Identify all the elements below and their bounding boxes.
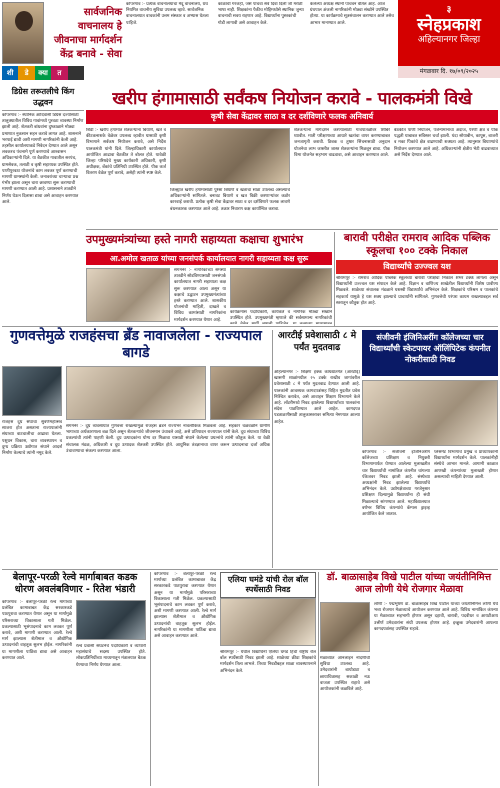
- divider: [2, 569, 498, 570]
- divider: [334, 232, 335, 326]
- top-story-text: [126, 2, 396, 62]
- date-line: मंगळवार दि. १७/०९/२०२५: [398, 66, 500, 78]
- player-headline: एलिया घमंडे यांची रोल बॉल स्पर्धेसाठी निवड: [220, 572, 316, 598]
- section3-headline: गुणवत्तेमुळे राजहंसचा ब्रँड नावाजलेला - राज्यपाल बागडे: [10, 328, 262, 361]
- ribbon-letter: [68, 66, 84, 80]
- page-number: ३: [446, 5, 452, 15]
- top-story-paragraph: काळाची गरजही, जसे पाचवा सर्व दिवा दिली जी मराठी भाषा नाही. शिक्षकांना पैकीच मोहिमध्येसे स्थानिक जुन्या वाचनाची सवय राहणार आहे. विद्यार्थ्यांना पुस्तकांची गोडी लागावी असे आवाहन केले.: [218, 2, 304, 26]
- job-fair-headline: डॉ. बाळासाहेब विखे पाटील यांच्या जयंतीनिमित्त आज लोणी येथे रोजगार मेळावा: [326, 572, 492, 595]
- section2-headline: उपमुख्यमंत्र्यांच्या हस्ते नागरी सहाय्यता कक्षाचा शुभारंभ: [86, 233, 303, 246]
- sanjivani-headline: संजीवनी इंजिनिअरींग कॉलेजच्या चार विद्यार्थ्यांची स्केटपायर ऑलिंपिटेक कंपनीत नोकरीसाठी निवड: [362, 330, 498, 376]
- ribbon-letter: त: [51, 66, 67, 80]
- portrait-photo: [2, 2, 44, 64]
- section3-text-column: राजहंस दूध संघाचा सुवर्णमहोत्सव साजरा होत असताना राज्यपालांनी संघाच्या वाटचालीचा आढावा घेतला. पशुधन विकास, चारा व्यवस्थापन व दुग्ध प्रक्रिया उद्योगात संघाने आदर्श निर्माण केल्याचे त्यांनी नमूद केले.: [2, 420, 62, 457]
- divider: [150, 572, 151, 786]
- lead-text-column: शेतकऱ्यांना मार्गदर्शन करण्यासाठी गावपातळीवर शिबिरे घ्यावीत. माती परीक्षणाच्या आधारे खतांचा वापर करण्याबाबत जनजागृती करावी. ठिबक व तुषार सिंचनासाठी अनुदान योजनेचा लाभ जास्तीत जास्त शेतकऱ्यांना मिळवून द्यावा. पीक विमा योजनेत सहभाग वाढवावा, असे आवाहन करण्यात आले.: [294, 128, 390, 158]
- lead-text-column: शिर्डी :- खरीप हंगामात शेतकऱ्यांना बियाणे, खते व कीटकनाशके वेळेवर उपलब्ध व्हावीत यासाठी कृषी विभागाने सर्वंकष नियोजन करावे, असे निर्देश पालकमंत्री यांनी दिले. जिल्हाधिकारी कार्यालयात आयोजित आढावा बैठकीत ते बोलत होते. यावेळी जिल्हा परिषदेचे मुख्य कार्यकारी अधिकारी, कृषी अधीक्षक, बँकांचे प्रतिनिधी उपस्थित होते. पीक कर्ज वितरण वेळेत पूर्ण करावे, असेही त्यांनी स्पष्ट केले.: [86, 128, 166, 177]
- section2-photo: [230, 268, 332, 308]
- railway-photo: [76, 600, 146, 640]
- left-story-text: कोपरगाव :- स्थानिक आदिवासी डिग्रेस दर्ज्यांसाठी तालुक्यातील विविध गावांमध्ये पुरवठा व्यवस्था निर्माण झाली आहे. शेतकरी बांधवांना दुष्काळाने मोठ्या प्रमाणात नुकसान सहन करावे लागत आहे. शासनाने भरपाई द्यावी अशी मागणी नागरिकांनी केली आहे. तहसील कार्यालयाकडे निवेदन देण्यात आले असून लवकरच पंचनामे पूर्ण करण्याचे आश्वासन अधिकाऱ्यांनी दिले. या बैठकीत गावातील सरपंच, ग्रामसेवक, तलाठी व कृषी सहाय्यक उपस्थित होते. पाणीपुरवठा योजनांचे काम लवकर पूर्ण करण्याची मागणी ग्रामस्थांनी केली. जनावरांच्या चाऱ्याचा प्रश्न गंभीर झाला असून चारा छावण्या सुरू करण्याची मागणी करण्यात आली आहे. प्रशासनाने तातडीने निर्णय घेऊन दिलासा द्यावा असे आवाहन करण्यात आले.: [2, 113, 84, 205]
- job-fair-text: मेळाव्यात ऑनलाइन नोंदणीची सुविधा उपलब्ध आहे. उमेदवारांनी बायोडाटा व छायाचित्रासह सकाळी नऊ वाजता उपस्थित राहावे असे आयोजकांनी कळविले आहे.: [320, 656, 370, 693]
- sanjivani-text: कोपरगाव :- संजीवनी इंजिनिअरींग कॉलेजच्या प्रशिक्षण व नियुक्ती विभागामार्फत घेण्यात आलेल्या मुलाखतीत चार विद्यार्थ्यांची नामांकित कंपनीत चांगल्या पॅकेजवर निवड झाली आहे. संस्थेच्या अध्यक्षांनी निवड झालेल्या विद्यार्थ्यांचे अभिनंदन केले. उद्योगक्षेत्राच्या गरजेनुसार प्रशिक्षण दिल्यामुळे विद्यार्थ्यांना ही संधी मिळाल्याचे सांगण्यात आले. महाविद्यालयात वर्षभर विविध कंपन्यांचे कॅम्पस ड्राइव्ह आयोजित केले जातात.: [362, 450, 430, 518]
- edition-name: अहिल्यानगर जिल्हा: [417, 35, 481, 45]
- section3-photo: [2, 366, 62, 416]
- lead-headline: खरीप हंगामासाठी सर्वंकष नियोजन करावे - पालकमंत्री विखे: [112, 89, 472, 109]
- rte-headline: आरटीई प्रवेशासाठी ८ मे पर्यंत मुदतवाढ: [277, 331, 357, 353]
- section3-text-column: संगमनेर :- दूध व्यवसायात गुणवत्ता राखल्यामुळे राजहंस ब्रँडने राज्यभर नावलौकिक मिळवला आहे. सहकार चळवळीने ग्रामीण भागाच्या अर्थकारणाला बळ दिले असून शेतकऱ्यांचे जीवनमान उंचावले आहे, असे प्रतिपादन राज्यपाल यांनी केले. दूध संघाच्या विविध प्रकल्पांची त्यांनी पाहणी केली. दूध उत्पादकांना योग्य दर मिळावा यासाठी संघाने केलेल्या प्रयत्नांचे त्यांनी कौतुक केले. या वेळी संचालक मंडळ, अधिकारी व दूध उत्पादक शेतकरी उपस्थित होते. आधुनिक तंत्रज्ञानाचा वापर करून उत्पादनाचा दर्जा अधिक उंचावण्याचा संकल्प करण्यात आला.: [66, 424, 270, 454]
- lead-photo: [170, 128, 290, 184]
- sanjivani-text: प्लेसमेंट विभागाचे प्रमुख व प्राध्यापकांनी विद्यार्थ्यांना मार्गदर्शन केले. पालकांनीही संस्थेचे आभार मानले. आगामी काळात आणखी कंपन्यांच्या मुलाखती होणार असल्याची माहिती देण्यात आली.: [434, 450, 498, 480]
- railway-headline: बेलापूर-परळी रेल्वे मार्गाबाबत कडक धोरण अवलंबविणार - रितेश भंडारी: [12, 572, 138, 595]
- lead-text-column: जिल्ह्यात खरीप हंगामासाठी पुरेसा बियाणे व खतांचा साठा उपलब्ध असल्याचे अधिकाऱ्यांनी सांगितले. बनावट बियाणे व खत विक्री करणाऱ्यांवर कठोर कारवाई करावी. प्रत्येक कृषी सेवा केंद्रावर साठा व दर दर्शविणारे फलक लावणे बंधनकारक करण्यात आले आहे. तक्रार निवारण कक्ष कार्यान्वित करावा.: [170, 188, 290, 212]
- top-story-paragraph: केलेल्या अध्यक्ष स्थानी पाचवन वेतिल आहे. आज ग्रंथपाल अंजली नागरिकांनी मोठ्या संख्येने उपस्थित होत्या. या कार्यक्रमाचे सूत्रसंचालन करण्यात आले तसेच आभार मानण्यात आले.: [310, 2, 394, 26]
- section3-photo: [210, 366, 270, 420]
- section2-text-column: कार्यक्रमास पदाधिकारी, कार्यकर्ते व नागरिक मोठ्या संख्येने उपस्थित होते. उपमुख्यमंत्री म्हणाले की सर्वसामान्य नागरिकांची: [230, 310, 332, 322]
- right-story-text: श्रीरामपूर :- रामराव आदिक पब्लिक स्कूलच्या बारावी परीक्षेचा निकाल शंभर टक्के लागला असून विद्यार्थ्यांनी उज्ज्वल यश संपादन केले आहे. विज्ञान व वाणिज्य शाखेतील विद्यार्थ्यांनी विशेष प्रावीण्य मिळवले. शाळेच्या संचालक मंडळाने यशस्वी विद्यार्थ्यांचे अभिनंदन केले. शिक्षकांचे परिश्रम व पालकांचे सहकार्य यामुळे हे यश शक्य झाल्याचे प्राचार्यांनी सांगितले. गुणवत्तेची परंपरा कायम राखल्याबद्दल सर्व स्तरातून कौतुक होत आहे.: [336, 276, 498, 306]
- divider: [86, 229, 498, 230]
- lead-text-column: बैठकीत पाणी नियोजन, पर्जन्यमानाचा अंदाज, पेरणी क्षेत्र व पीक पद्धती याबाबत सविस्तर चर्चा झाली. यंदा सोयाबीन, कापूस, बाजरी व मका पिकांचे क्षेत्र वाढण्याची शक्यता आहे. त्यानुसार बियाण्यांचे नियोजन करण्यात आले आहे. अधिकाऱ्यांनी क्षेत्रीय भेटी वाढवाव्यात असे निर्देश देण्यात आले.: [394, 128, 498, 158]
- section2-photo: [86, 268, 170, 322]
- sanjivani-photo: [362, 380, 498, 446]
- ribbon-letter: डे: [18, 66, 34, 80]
- top-story-headline: सार्वजनिक वाचनालय हे जीवनाचा मार्गदर्शन केंद्र बनावे - सेवा: [54, 7, 122, 60]
- right-story-subheadline: विद्यार्थ्यांचे उज्ज्वल यश: [336, 260, 498, 274]
- player-photo: [220, 598, 316, 646]
- left-story-headline: डिग्रेस तरूतलीचे किंग उद्धवन: [2, 86, 84, 111]
- railway-text: कोपरगाव :- बेलापूर-परळी रेल्वे मार्गाच्या प्रलंबित कामाबाबत केंद्र सरकारकडे पाठपुरावा करण्यात येणार असून या मार्गामुळे परिसराच्या विकासाला गती मिळेल. प्रकल्पासाठी भूसंपादनाचे काम लवकर पूर्ण करावे, अशी मागणी करण्यात आली. रेल्वे मार्ग झाल्यास शेतीमाल व औद्योगिक उत्पादनांची वाहतूक सुलभ होईल. नागरिकांनी या मागणीला पाठिंबा द्यावा असे आवाहन करण्यात आले.: [2, 600, 72, 661]
- job-fair-text: लोणी :- पद्मभूषण डॉ. बाळासाहेब विखे पाटील यांच्या जयंतीनिमित्त लोणी येथे भव्य रोजगार मेळाव्याचे आयोजन करण्यात आले आहे. विविध नामांकित कंपन्या या मेळाव्यात सहभागी होणार असून दहावी, बारावी, पदवीधर व आयटीआय उत्तीर्ण उमेदवारांना संधी उपलब्ध होणार आहे. इच्छुक उमेदवारांनी आपल्या कागदपत्रांसह उपस्थित राहावे.: [374, 602, 498, 632]
- right-story-headline: बारावी परीक्षेत रामराव आदिक पब्लिक स्कूलचा १०० टक्के निकाल: [343, 232, 491, 257]
- ribbon-letter: शी: [2, 66, 18, 80]
- section-ribbon: [2, 66, 84, 80]
- divider: [272, 330, 273, 568]
- divider: [318, 572, 319, 786]
- left-column-story: [2, 86, 84, 326]
- masthead: [0, 0, 500, 86]
- lead-subheadline: कृषी सेवा केंद्रावर साठा व दर दर्शविणारे फलक अनिवार्य: [86, 110, 498, 124]
- ribbon-letter: क्या: [35, 66, 51, 80]
- section3-photo: [66, 366, 206, 420]
- section2-subheadline: आ.अमोल खताळ यांच्या जनसंपर्क कार्यालयात नागरी सहाय्यता कक्ष सुरू: [86, 252, 332, 265]
- job-fair-photo: [320, 602, 370, 652]
- newspaper-brand: [398, 0, 500, 66]
- newspaper-name: स्नेहप्रकाश: [417, 15, 481, 35]
- top-story-paragraph: कोपरगाव :- प्रत्येक वाचनालयाचा मेंदू वाचनालय, ग्रंथ नियमित वाचनीय सुविधा उपलब्ध व्हावे. सार्वजनिक वाचनालयात वाचकांनी उत्तम संस्कार व अभ्यास घेतला पाहिजे.: [126, 2, 209, 26]
- player-text: श्रीरामपूर :- येथील विद्यार्थिनी एलिया घमंडे हिची राष्ट्रीय रोल बॉल स्पर्धेसाठी निवड झाली आहे. शाळेच्या क्रीडा शिक्षकांचे मार्गदर्शन तिला लाभले. तिच्या निवडीबद्दल शाळा व्यवस्थापनाने अभिनंदन केले.: [220, 650, 316, 674]
- railway-text: कोपरगाव :- बेलापूर-परळी रेल्वे मार्गाच्या प्रलंबित कामाबाबत केंद्र सरकारकडे पाठपुरावा करण्यात येणार असून या मार्गामुळे परिसराच्या विकासाला गती मिळेल. प्रकल्पासाठी भूसंपादनाचे काम लवकर पूर्ण करावे, अशी मागणी करण्यात आली. रेल्वे मार्ग झाल्यास शेतीमाल व औद्योगिक उत्पादनांची वाहतूक सुलभ होईल. नागरिकांनी या मागणीला पाठिंबा द्यावा असे आवाहन करण्यात आले.: [154, 572, 216, 640]
- rte-text: अहिल्यानगर :- शिक्षण हक्क कायद्यांतर्गत (आरटीई) खासगी शाळांमधील २५ टक्के राखीव जागांवरील प्रवेशासाठी ८ मे पर्यंत मुदतवाढ देण्यात आली आहे. पालकांनी आवश्यक कागदपत्रांसह विहित मुदतीत प्रवेश निश्चित करावेत, असे आवाहन शिक्षण विभागाने केले आहे. लॉटरीमध्ये निवड झालेल्या विद्यार्थ्यांच्या पालकांना संदेश पाठविण्यात आले आहेत. कागदपत्र पडताळणीसाठी तालुकास्तरावर समित्या नेमण्यात आल्या आहेत.: [274, 370, 360, 425]
- railway-text: रेल्वे प्रवासी संघटनेचे पदाधिकारी व व्यापारी महासंघाचे सदस्य उपस्थित होते. लोकप्रतिनिधींच्या माध्यमातून मंत्रालयात बैठक घेण्याचा निर्णय घेण्यात आला.: [76, 644, 146, 668]
- section2-text-column: संगमनेर :- नागरिकांच्या समस्या तातडीने सोडविण्यासाठी जनसंपर्क कार्यालयात नागरी सहाय्यता कक्ष सुरू करण्यात आला असून या कक्षाचे उद्घाटन उपमुख्यमंत्र्यांच्या हस्ते करण्यात आले. शासकीय योजनांची माहिती, दाखले व विविध कामांसाठी नागरिकांना मार्गदर्शन करण्यात येणार आहे.: [174, 268, 226, 323]
- divider: [2, 326, 498, 327]
